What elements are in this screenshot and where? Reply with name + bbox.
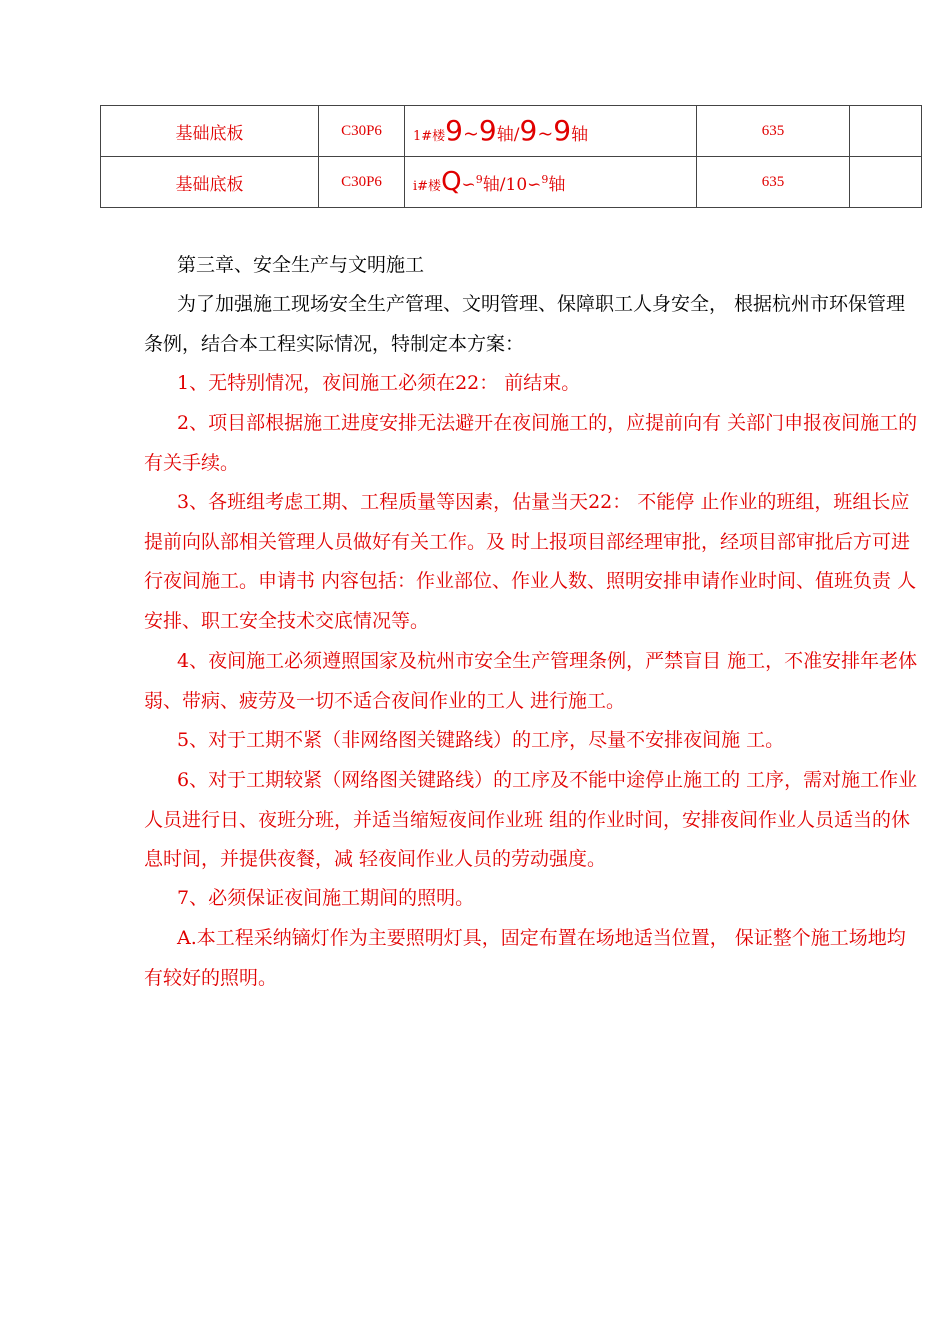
chapter-title: 第三章、安全生产与文明施工 (177, 254, 425, 276)
concrete-pour-table (100, 105, 922, 208)
axis-end: 9 (475, 173, 483, 186)
axis-end: 9 (478, 114, 497, 147)
building-label: 1#楼 (413, 129, 446, 144)
intro-paragraph: 为了加强施工现场安全生产管理、文明管理、保障职工人身安全， 根据杭州市环保管理条例，结合本工程实际情况，特制定本方案： (144, 293, 906, 355)
axis-start: 9 (445, 114, 463, 147)
list-item: A.本工程采纳镝灯作为主要照明灯具，固定布置在场地适当位置， 保证整个施工场地均有较好的照明。 (144, 927, 906, 989)
axis-unit: 轴/ (496, 125, 520, 145)
list-item: 1、无特别情况，夜间施工必须在22： 前结束。 (177, 372, 581, 394)
concrete-grade-cell: C30P6 (319, 157, 405, 208)
part-cell: 基础底板 (101, 106, 319, 157)
axis-start: Q (441, 167, 462, 197)
table-row (101, 157, 922, 208)
table-row (101, 106, 922, 157)
axis-end-2: 9 (541, 173, 549, 186)
list-item: 4、夜间施工必须遵照国家及杭州市安全生产管理条例，严禁盲目 施工，不准安排年老体弱、带病、疲劳及一切不适合夜间作业的工人 进行施工。 (144, 650, 918, 712)
axis-unit-2: 轴 (548, 175, 566, 195)
range-separator-2: ~ (537, 123, 554, 145)
quantity-cell: 635 (697, 106, 850, 157)
building-label: i#楼 (413, 179, 442, 194)
axis-start-2: 9 (519, 114, 538, 147)
axis-range-cell (405, 157, 697, 208)
range-separator: ~ (463, 123, 479, 145)
axis-unit-2: 轴 (571, 125, 589, 145)
remark-cell (850, 157, 922, 208)
range-separator: ∽ (461, 175, 476, 195)
concrete-grade-cell: C30P6 (319, 106, 405, 157)
quantity-cell: 635 (697, 157, 850, 208)
list-item: 7、必须保证夜间施工期间的照明。 (177, 887, 475, 909)
list-item: 6、对于工期较紧（网络图关键路线）的工序及不能中途停止施工的 工序，需对施工作业人员进行日、夜班分班，并适当缩短夜间作业班 组的作业时间，安排夜间作业人员适当的休息时间，并提供夜餐，减 轻夜间作业人员的劳动强度。 (144, 769, 918, 871)
axis-end-2: 9 (553, 114, 572, 147)
axis-range-cell (405, 106, 697, 157)
range-separator-2: ∽ (527, 175, 542, 195)
list-item: 2、项目部根据施工进度安排无法避开在夜间施工的，应提前向有 关部门申报夜间施工的有关手续。 (144, 412, 918, 474)
remark-cell (850, 106, 922, 157)
list-item: 3、各班组考虑工期、工程质量等因素，估量当天22： 不能停 止作业的班组，班组长应提前向队部相关管理人员做好有关工作。及 时上报项目部经理审批，经项目部审批后方可进行夜间施工。申请书 内容包括：作业部位、作业人数、照明安排申请作业时间、值班负责 人安排、职工安全技术交底情况等。 (144, 491, 917, 632)
axis-unit: 轴/10 (482, 175, 528, 195)
list-item: 5、对于工期不紧（非网络图关键路线）的工序，尽量不安排夜间施 工。 (177, 729, 785, 751)
part-cell: 基础底板 (101, 157, 319, 208)
